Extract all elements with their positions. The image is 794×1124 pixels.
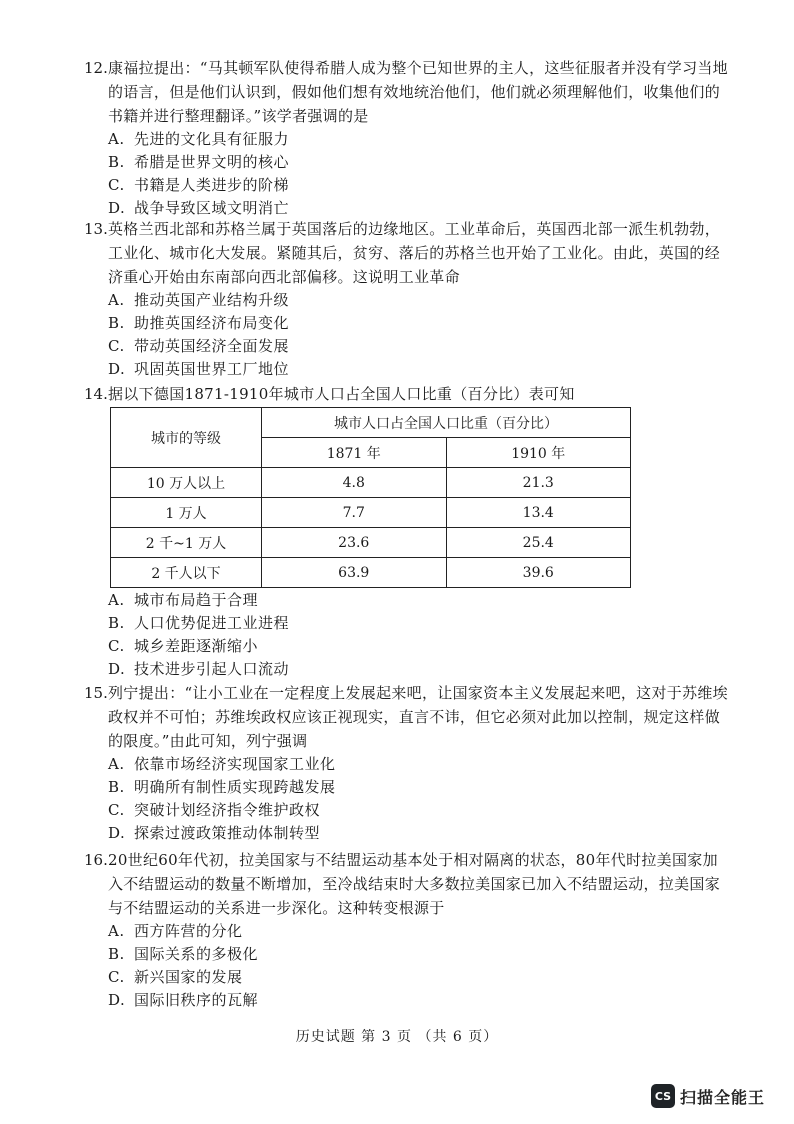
cell-value: 7.7 [262,498,447,528]
cell-value: 25.4 [446,528,631,558]
question-15 [84,681,729,845]
option-d[interactable]: D. 国际旧秩序的瓦解 [108,991,259,1009]
option-a[interactable]: A. 先进的文化具有征服力 [108,130,290,148]
question-stem: 康福拉提出：“马其顿军队使得希腊人成为整个已知世界的主人，这些征服者并没有学习当地的语言，但是他们认识到，假如他们想有效地统治他们，他们就必须理解他们，收集他们的书籍并进行整理翻译。”该学者强调的是 [108,59,728,125]
question-stem: 列宁提出：“让小工业在一定程度上发展起来吧，让国家资本主义发展起来吧，这对于苏维埃政权并不可怕；苏维埃政权应该正视现实，直言不讳，但它必须对此加以控制，规定这样做的限度。”由此可知，列宁强调 [108,684,728,750]
page-footer: 历史试题 第 3 页 （共 6 页） [295,1029,499,1045]
cell-value: 23.6 [262,528,447,558]
option-c[interactable]: C. 新兴国家的发展 [108,968,243,986]
option-d[interactable]: D. 技术进步引起人口流动 [108,660,290,678]
option-c[interactable]: C. 城乡差距逐渐缩小 [108,637,259,655]
cell-value: 13.4 [446,498,631,528]
cell-value: 4.8 [262,468,447,498]
row-label: 2 千人以下 [111,558,262,588]
row-label: 10 万人以上 [111,468,262,498]
cell-value: 21.3 [446,468,631,498]
question-13 [84,217,729,381]
corner-header: 城市的等级 [111,408,262,468]
table-row [111,498,631,528]
question-number: 14. [84,385,108,403]
option-a[interactable]: A. 依靠市场经济实现国家工业化 [108,755,336,773]
option-b[interactable]: B. 明确所有制性质实现跨越发展 [108,778,336,796]
option-d[interactable]: D. 探索过渡政策推动体制转型 [108,824,321,842]
question-number: 16. [84,851,108,869]
row-label: 1 万人 [111,498,262,528]
option-b[interactable]: B. 国际关系的多极化 [108,945,259,963]
question-stem: 英格兰西北部和苏格兰属于英国落后的边缘地区。工业革命后，英国西北部一派生机勃勃，工业化、城市化大发展。紧随其后，贫穷、落后的苏格兰也开始了工业化。由此，英国的经济重心开始由东南部向西北部偏移。这说明工业革命 [108,220,721,286]
population-table [110,407,631,588]
option-d[interactable]: D. 巩固英国世界工厂地位 [108,360,290,378]
option-c[interactable]: C. 书籍是人类进步的阶梯 [108,176,290,194]
table-row [111,558,631,588]
option-b[interactable]: B. 希腊是世界文明的核心 [108,153,290,171]
options-list [108,753,729,845]
question-14-options [84,589,729,681]
option-b[interactable]: B. 助推英国经济布局变化 [108,314,290,332]
option-c[interactable]: C. 突破计划经济指令维护政权 [108,801,321,819]
camscanner-logo-icon: CS [651,1084,675,1108]
question-14 [84,382,729,406]
question-16 [84,848,729,1012]
question-number: 12. [84,59,108,77]
brand-text: 扫描全能王 [680,1087,766,1107]
question-number: 15. [84,684,108,702]
cell-value: 63.9 [262,558,447,588]
options-list [108,920,729,1012]
options-list [108,128,729,220]
question-stem: 20世纪60年代初，拉美国家与不结盟运动基本处于相对隔离的状态，80年代时拉美国家加入不结盟运动的数量不断增加，至冷战结束时大多数拉美国家已加入不结盟运动，拉美国家与不结盟运动的关系进一步深化。这种转变根源于 [108,851,721,917]
cell-value: 39.6 [446,558,631,588]
option-b[interactable]: B. 人口优势促进工业进程 [108,614,290,632]
options-list [108,589,729,681]
group-header: 城市人口占全国人口比重（百分比） [262,408,631,438]
option-c[interactable]: C. 带动英国经济全面发展 [108,337,290,355]
option-a[interactable]: A. 西方阵营的分化 [108,922,243,940]
question-12 [84,56,729,220]
options-list [108,289,729,381]
option-a[interactable]: A. 推动英国产业结构升级 [108,291,290,309]
year-header: 1910 年 [446,438,631,468]
year-header: 1871 年 [262,438,447,468]
table-row [111,468,631,498]
question-number: 13. [84,220,108,238]
option-d[interactable]: D. 战争导致区域文明消亡 [108,199,290,217]
option-a[interactable]: A. 城市布局趋于合理 [108,591,259,609]
table-row [111,528,631,558]
row-label: 2 千~1 万人 [111,528,262,558]
scanner-watermark [651,1083,765,1109]
question-stem: 据以下德国1871-1910年城市人口占全国人口比重（百分比）表可知 [108,385,575,403]
